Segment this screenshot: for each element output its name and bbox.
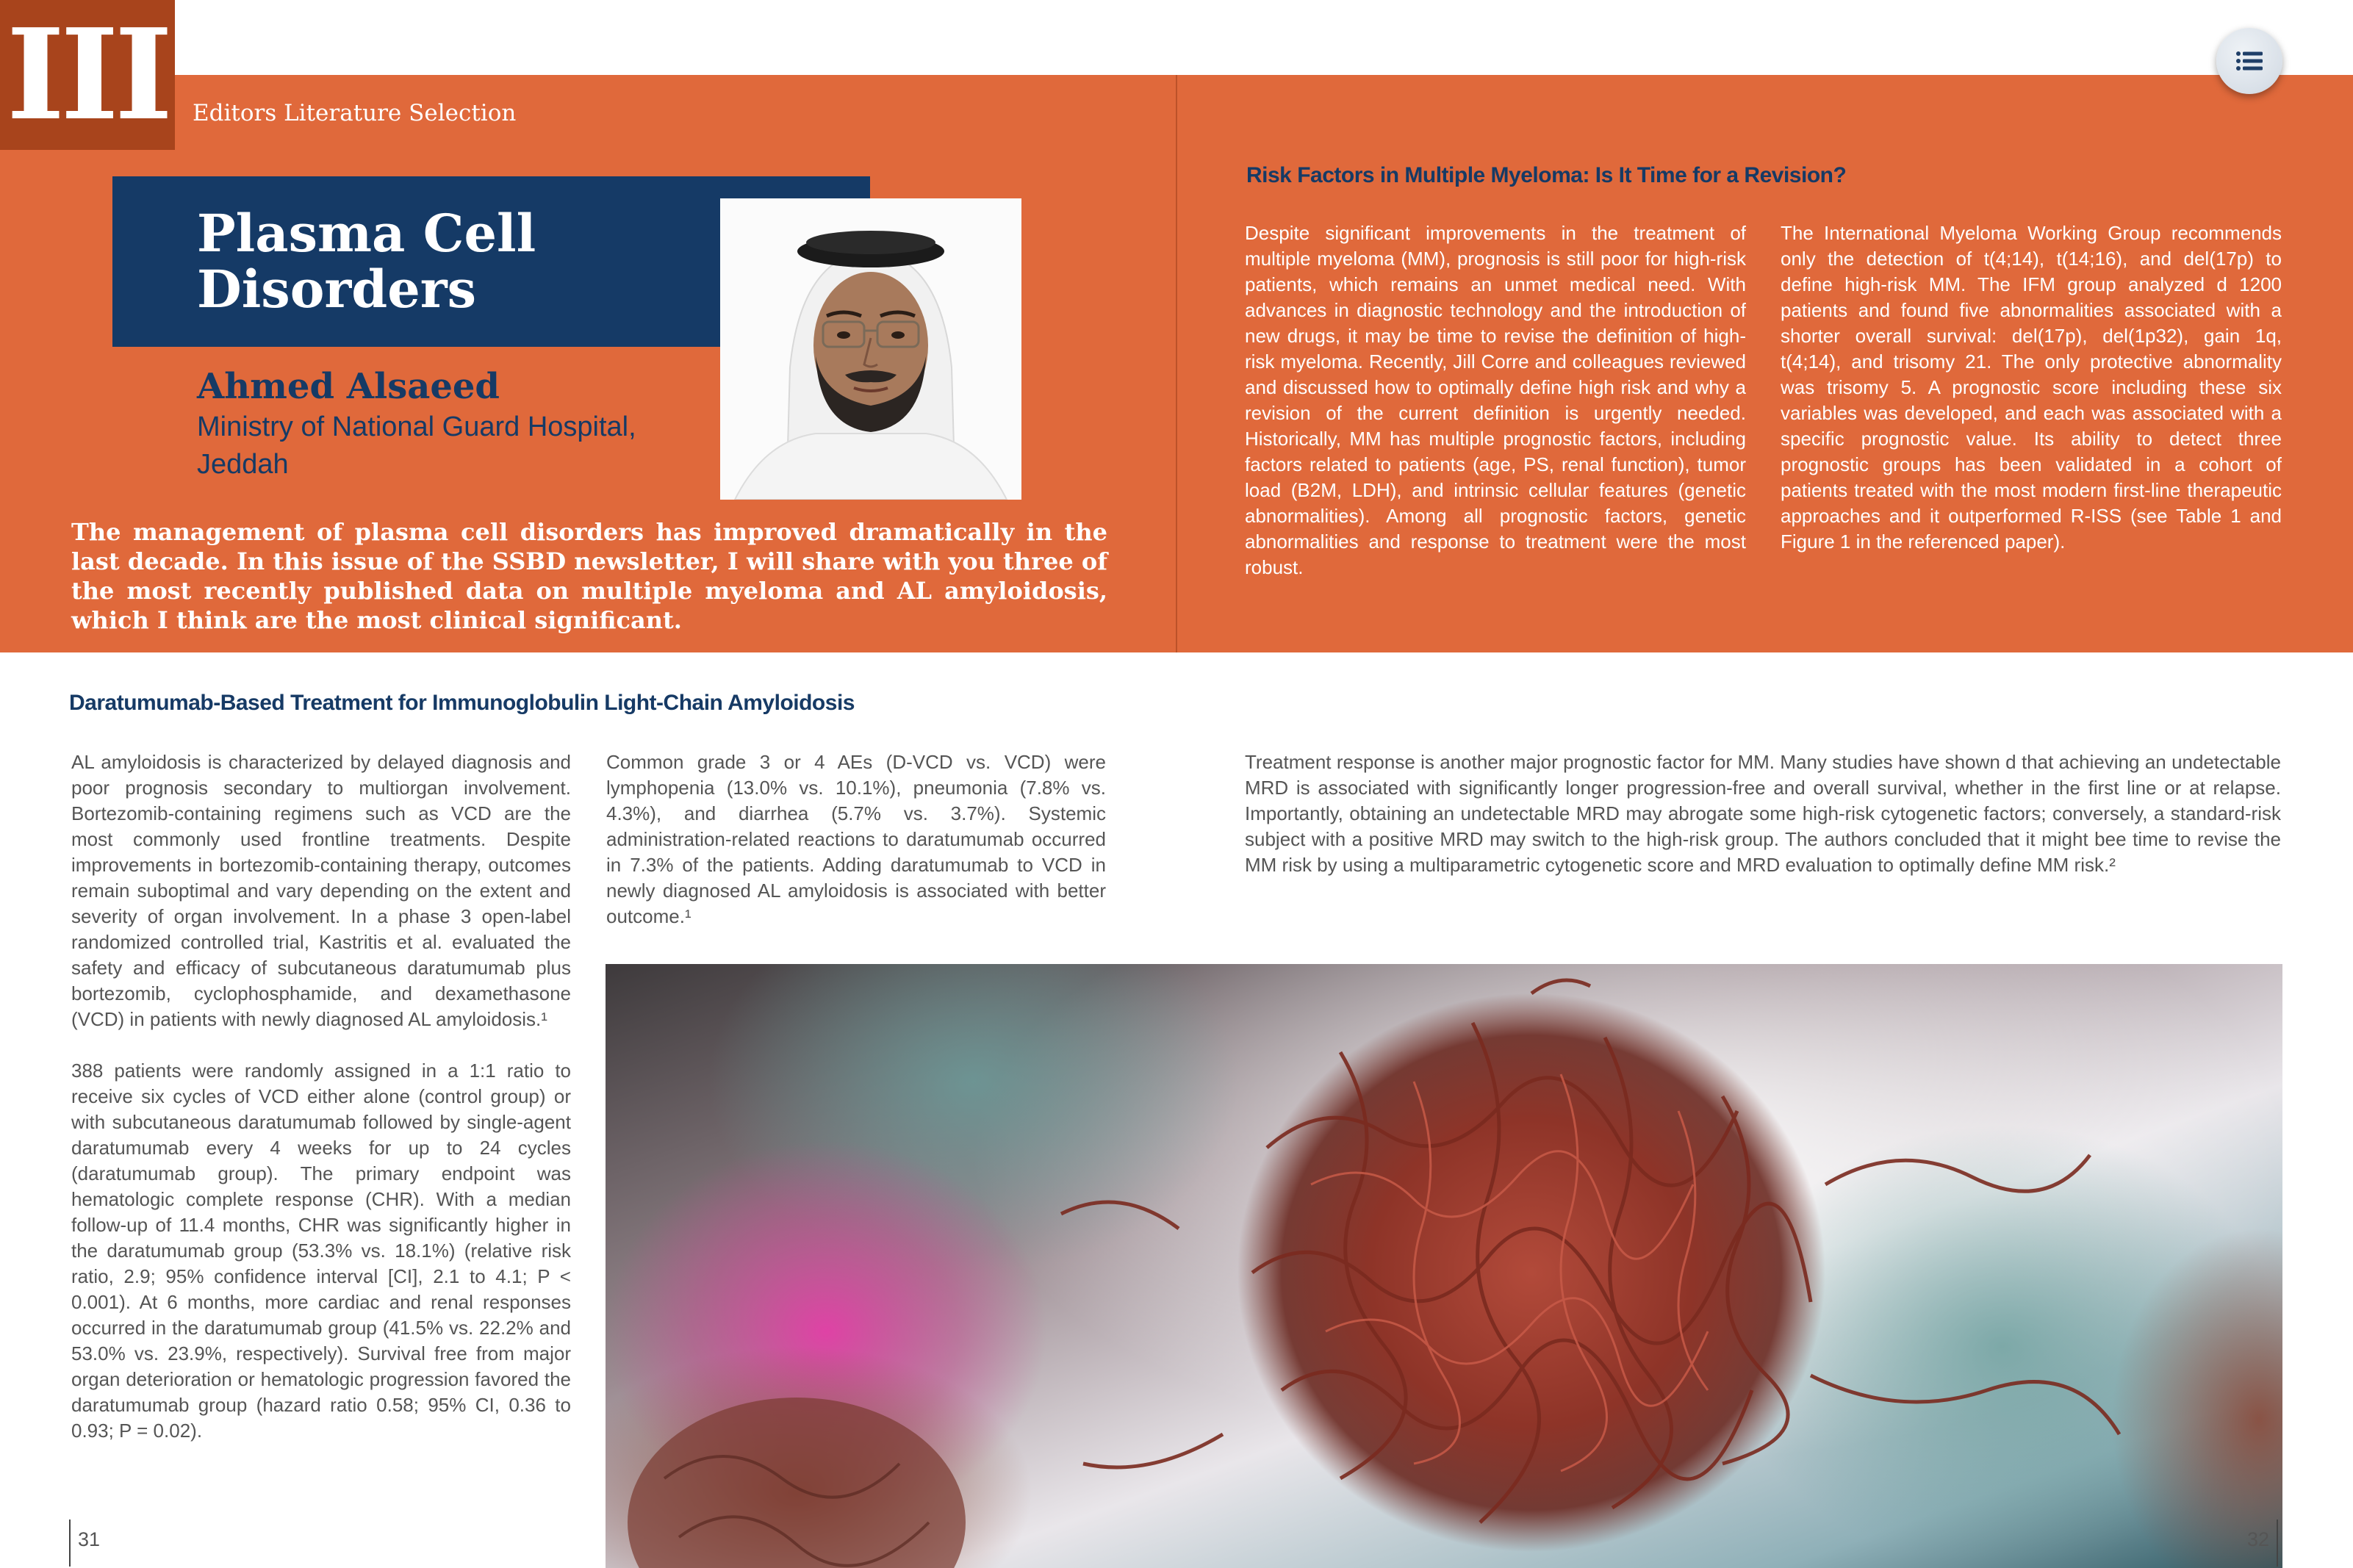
author-photo xyxy=(720,198,1021,500)
myeloma-cell-illustration xyxy=(606,964,2282,1568)
dara-paragraph-1: AL amyloidosis is characterized by delayed diagnosis and poor prognosis secondary to multiorgan involvement. Bortezomib-containing regimens such as VCD are the most commonly used frontline treatments. Despite improvements in bortezomib-containing therapy, outcomes remain suboptimal and vary depending on the extent and severity of organ involvement. In a phase 3 open-label randomized controlled trial, Kastritis et al. evaluated the safety and efficacy of subcutaneous daratumumab plus bortezomib, cyclophosphamide, and dexamethasone (VCD) in patients with newly diagnosed AL amyloidosis.¹ xyxy=(71,751,571,1030)
author-affiliation: Ministry of National Guard Hospital, Jeddah xyxy=(197,411,636,480)
page-title: Plasma Cell Disorders xyxy=(197,203,536,320)
dara-article-heading: Daratumumab-Based Treatment for Immunoglobulin Light-Chain Amyloidosis xyxy=(69,691,855,715)
page-number-right: 32 xyxy=(2247,1528,2270,1550)
dara-article-col1 xyxy=(71,749,571,1444)
risk-article-continuation: Treatment response is another major prognostic factor for MM. Many studies have shown d that achieving an undetectable MRD is associated with significantly longer progression-free and overall survival, whether in the first line or at relapse. Importantly, obtaining an undetectable MRD may abrogate some high-risk cytogenetic factors; conversely, a standard-risk subject with a positive MRD may switch to the high-risk group. The authors concluded that it might bee time to revise the MM risk by using a multiparametric cytogenetic score and MRD evaluation to optimally define MM risk.² xyxy=(1245,751,2281,876)
dara-article-col2: Common grade 3 or 4 AEs (D-VCD vs. VCD) were lymphopenia (13.0% vs. 10.1%), pneumonia (7.8% vs. 4.3%), and diarrhea (5.7% vs. 3.7%). Systemic administration-related reactions to daratumumab occurred in 7.3% of the patients. Adding daratumumab to VCD in newly diagnosed AL amyloidosis is associated with better outcome.¹ xyxy=(606,751,1106,927)
risk-article-heading: Risk Factors in Multiple Myeloma: Is It Time for a Revision? xyxy=(1246,163,1847,187)
dara-paragraph-2: 388 patients were randomly assigned in a 1:1 ratio to receive six cycles of VCD either alone (control group) or with subcutaneous daratumumab followed by single-agent daratumumab every 4 weeks for up to 24 cycles (daratumumab group). The primary endpoint was hematologic complete response (CHR). With a median follow-up of 11.4 months, CHR was significantly higher in the daratumumab group (53.3% vs. 18.1%) (relative risk ratio, 2.9; 95% confidence interval [CI], 2.1 to 4.1; P < 0.001). At 6 months, more cardiac and renal responses occurred in the daratumumab group (41.5% vs. 22.2% and 53.0% vs. 23.9%, respectively). Survival free from major organ deterioration or hematologic progression favored the daratumumab group (hazard ratio 0.58; 95% CI, 0.36 to 0.93; P = 0.02). xyxy=(71,1060,571,1442)
page-number-left: 31 xyxy=(78,1528,101,1550)
page-number-bar-right xyxy=(2277,1520,2278,1567)
page-number-bar-left xyxy=(69,1520,71,1567)
intro-text: The management of plasma cell disorders has improved dramatically in the last decade. In this issue of the SSBD newsletter, I will share with you three of the most recently published data on multiple myeloma and AL amyloidosis, which I think are the most clinical significant. xyxy=(71,518,1107,634)
section-numeral: III xyxy=(6,1,169,148)
list-icon xyxy=(2236,49,2263,73)
risk-article-col2: The International Myeloma Working Group recommends only the detection of t(4;14), t(14;16), and del(17p) to define high-risk MM. The IFM group analyzed d 1200 patients and found five abnormalities associated with a shorter overall survival: del(17p), del(1p32), gain 1q, t(4;14), and trisomy 21. The only protective abnormality was trisomy 5. A prognostic score including these six variables was developed, and each was associated with a specific prognostic value. Its ability to detect three prognostic groups has been validated in a cohort of patients treated with the most modern first-line therapeutic approaches and it outperformed R-ISS (see Table 1 and Figure 1 in the referenced paper). xyxy=(1781,222,2282,553)
author-name: Ahmed Alsaeed xyxy=(197,366,500,407)
section-label: Editors Literature Selection xyxy=(193,100,517,126)
risk-article-col1: Despite significant improvements in the treatment of multiple myeloma (MM), prognosis is still poor for high-risk patients, which remains an unmet medical need. With advances in diagnostic technology and the introduction of new drugs, it may be time to revise the definition of high-risk myeloma. Recently, Jill Corre and colleagues reviewed and discussed how to optimally define high risk and why a revision of the current definition is urgently needed. Historically, MM has multiple prognostic factors, including factors related to patients (age, PS, renal function), tumor load (B2M, LDH), and intrinsic cellular features (genetic abnormalities). Among all prognostic factors, genetic abnormalities and response to treatment were the most robust. xyxy=(1245,222,1746,578)
page-divider xyxy=(1176,75,1177,652)
menu-button[interactable] xyxy=(2216,28,2282,94)
